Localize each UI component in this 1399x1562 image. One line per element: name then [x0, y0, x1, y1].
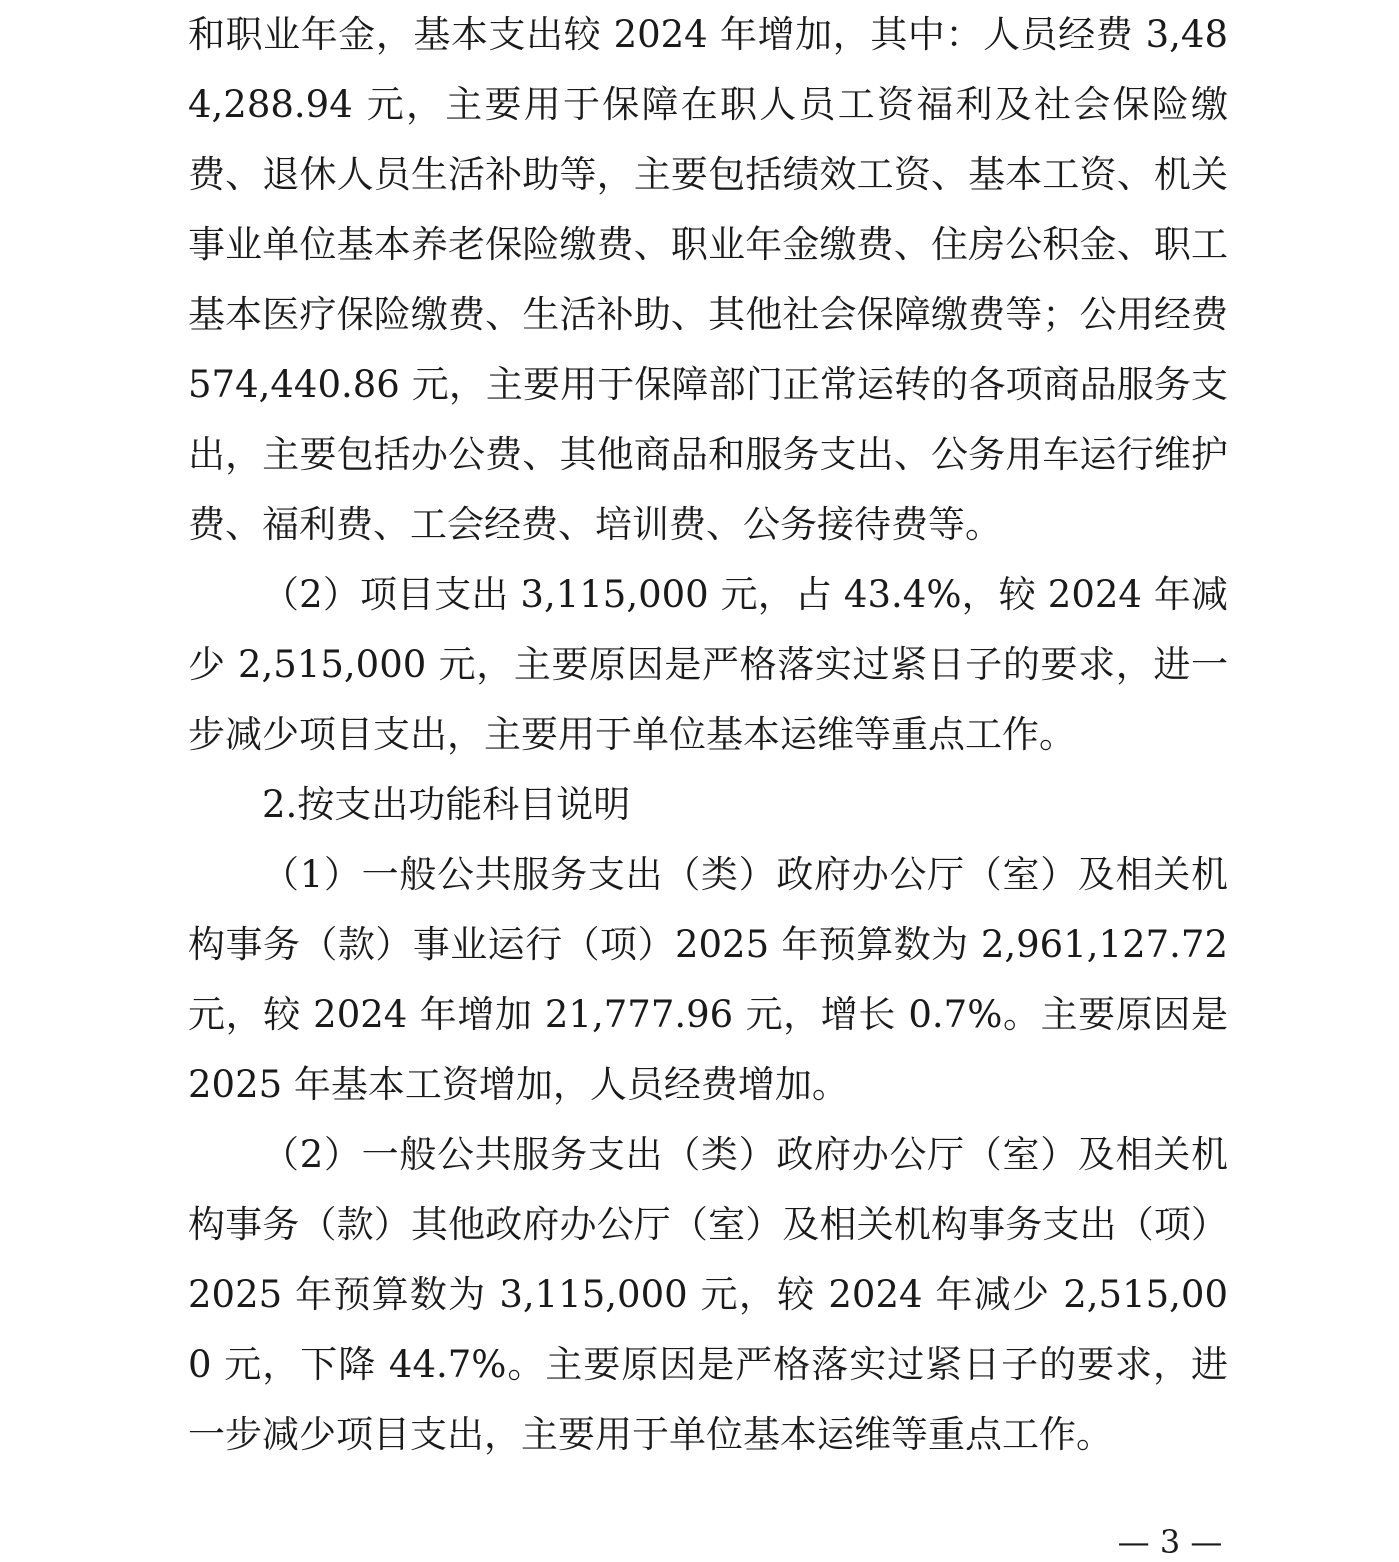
- paragraph-project-expenditure: （2）项目支出 3,115,000 元，占 43.4%，较 2024 年减少 2,515,000 元，主要原因是严格落实过紧日子的要求，进一步减少项目支出，主要用于单位基本运维等重点工作。: [188, 573, 1228, 756]
- paragraph-operating-expenditure: （1）一般公共服务支出（类）政府办公厅（室）及相关机构事务（款）事业运行（项）2025 年预算数为 2,961,127.72 元，较 2024 年增加 21,777.96 元，增长 0.7%。主要原因是 2025 年基本工资增加，人员经费增加。: [188, 853, 1228, 1106]
- paragraph-personnel-public-expenses: 和职业年金，基本支出较 2024 年增加，其中：人员经费 3,484,288.94 元，主要用于保障在职人员工资福利及社会保险缴费、退休人员生活补助等，主要包括绩效工资、基本工资、机关事业单位基本养老保险缴费、职业年金缴费、住房公积金、职工基本医疗保险缴费、生活补助、其他社会保障缴费等；公用经费 574,440.86 元，主要用于保障部门正常运转的各项商品服务支出，主要包括办公费、其他商品和服务支出、公务用车运行维护费、福利费、工会经费、培训费、公务接待费等。: [188, 13, 1228, 546]
- page-number: — 3 —: [1117, 1523, 1223, 1561]
- document-body: [188, 0, 1228, 1470]
- section-heading-functional-classification: 2.按支出功能科目说明: [262, 783, 631, 826]
- paragraph-other-office-expenditure: （2）一般公共服务支出（类）政府办公厅（室）及相关机构事务（款）其他政府办公厅（室）及相关机构事务支出（项）2025 年预算数为 3,115,000 元，较 2024 年减少 2,515,000 元，下降 44.7%。主要原因是严格落实过紧日子的要求，进一步减少项目支出，主要用于单位基本运维等重点工作。: [188, 1133, 1228, 1456]
